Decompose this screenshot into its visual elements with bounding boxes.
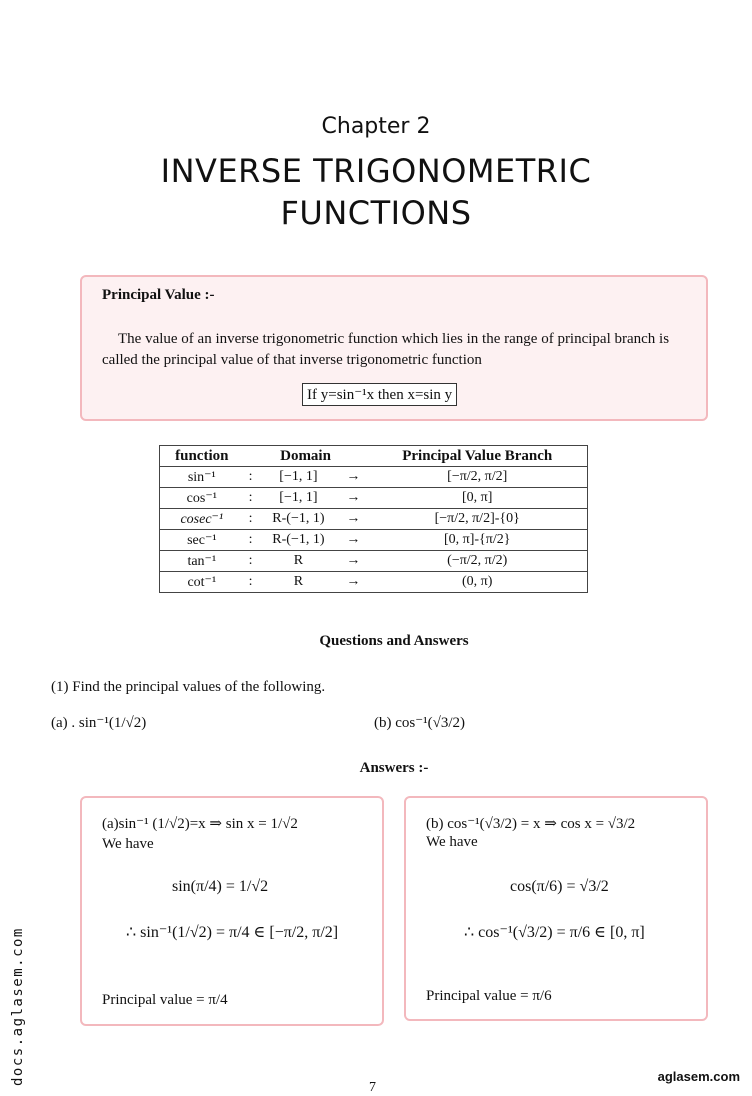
answer-b-line1: (b) cos⁻¹(√3/2) = x ⇒ cos x = √3/2 bbox=[426, 816, 636, 832]
table-cell-arrow: → bbox=[339, 530, 367, 551]
table-cell-separator: : bbox=[244, 530, 258, 551]
answer-a-line2: We have bbox=[102, 836, 154, 852]
table-cell-range: (−π/2, π/2) bbox=[367, 551, 587, 572]
principal-value-definition: The value of an inverse trigonometric function which lies in the range of principal branch is called the principal value of that inverse trigonometric function bbox=[102, 331, 670, 368]
answer-b-principal-value: Principal value = π/6 bbox=[426, 988, 552, 1004]
table-cell-range: [−π/2, π/2]-{0} bbox=[367, 509, 587, 530]
table-cell-range: [0, π]-{π/2} bbox=[367, 530, 587, 551]
table-cell-separator: : bbox=[244, 488, 258, 509]
answer-a-line1: (a)sin⁻¹ (1/√2)=x ⇒ sin x = 1/√2 bbox=[102, 816, 298, 832]
table-header-function: function bbox=[160, 446, 244, 467]
table-cell-domain: R bbox=[258, 551, 340, 572]
table-row bbox=[160, 572, 588, 593]
chapter-title bbox=[0, 150, 752, 234]
table-cell-function: tan⁻¹ bbox=[160, 551, 244, 572]
question-1: (1) Find the principal values of the following. bbox=[51, 679, 326, 695]
table-cell-domain: [−1, 1] bbox=[258, 467, 340, 488]
answer-a-equation2: ∴ sin⁻¹(1/√2) = π/4 ∈ [−π/2, π/2] bbox=[126, 924, 339, 941]
table-cell-arrow: → bbox=[339, 509, 367, 530]
questions-heading: Questions and Answers bbox=[319, 633, 469, 649]
table-cell-arrow: → bbox=[339, 572, 367, 593]
table-cell-domain: R-(−1, 1) bbox=[258, 530, 340, 551]
question-part-b: (b) cos⁻¹(√3/2) bbox=[374, 715, 466, 731]
table-cell-separator: : bbox=[244, 551, 258, 572]
principal-value-table bbox=[159, 445, 588, 593]
chapter-title-line1: INVERSE TRIGONOMETRIC bbox=[160, 152, 592, 190]
table-cell-range: [−π/2, π/2] bbox=[367, 467, 587, 488]
table-cell-arrow: → bbox=[339, 488, 367, 509]
table-cell-arrow: → bbox=[339, 467, 367, 488]
answer-a-box bbox=[80, 796, 384, 1026]
principal-value-heading: Principal Value :- bbox=[102, 287, 215, 303]
table-cell-arrow: → bbox=[339, 551, 367, 572]
principal-value-formula: If y=sin⁻¹x then x=sin y bbox=[302, 383, 457, 406]
answer-a-equation1: sin(π/4) = 1/√2 bbox=[172, 878, 269, 895]
table-row bbox=[160, 509, 588, 530]
table-cell-separator: : bbox=[244, 572, 258, 593]
table-cell-range: (0, π) bbox=[367, 572, 587, 593]
corner-watermark: aglasem.com bbox=[657, 1069, 740, 1084]
table-cell-separator: : bbox=[244, 509, 258, 530]
question-part-a: (a) . sin⁻¹(1/√2) bbox=[51, 715, 147, 731]
table-cell-function: cot⁻¹ bbox=[160, 572, 244, 593]
table-row bbox=[160, 488, 588, 509]
side-watermark: docs.aglasem.com bbox=[10, 927, 26, 1086]
table-cell-function: cosec⁻¹ bbox=[160, 509, 244, 530]
table-cell-range: [0, π] bbox=[367, 488, 587, 509]
table-row bbox=[160, 551, 588, 572]
answer-b-equation1: cos(π/6) = √3/2 bbox=[510, 878, 609, 895]
table-cell-separator: : bbox=[244, 467, 258, 488]
chapter-label: Chapter 2 bbox=[321, 114, 431, 139]
table-cell-domain: [−1, 1] bbox=[258, 488, 340, 509]
answer-b-line2: We have bbox=[426, 834, 478, 850]
table-row bbox=[160, 530, 588, 551]
answer-a-principal-value: Principal value = π/4 bbox=[102, 992, 228, 1008]
table-header-domain: Domain bbox=[244, 446, 368, 467]
table-cell-domain: R-(−1, 1) bbox=[258, 509, 340, 530]
table-cell-domain: R bbox=[258, 572, 340, 593]
answer-b-equation2: ∴ cos⁻¹(√3/2) = π/6 ∈ [0, π] bbox=[464, 924, 645, 941]
answers-heading: Answers :- bbox=[359, 760, 429, 776]
table-header-range: Principal Value Branch bbox=[367, 446, 587, 467]
answer-b-box bbox=[404, 796, 708, 1021]
page-number: 7 bbox=[369, 1080, 376, 1095]
table-cell-function: sec⁻¹ bbox=[160, 530, 244, 551]
table-cell-function: cos⁻¹ bbox=[160, 488, 244, 509]
table-row bbox=[160, 467, 588, 488]
table-cell-function: sin⁻¹ bbox=[160, 467, 244, 488]
table-header-row bbox=[160, 446, 588, 467]
principal-value-box bbox=[80, 275, 708, 421]
chapter-title-line2: FUNCTIONS bbox=[280, 194, 472, 232]
